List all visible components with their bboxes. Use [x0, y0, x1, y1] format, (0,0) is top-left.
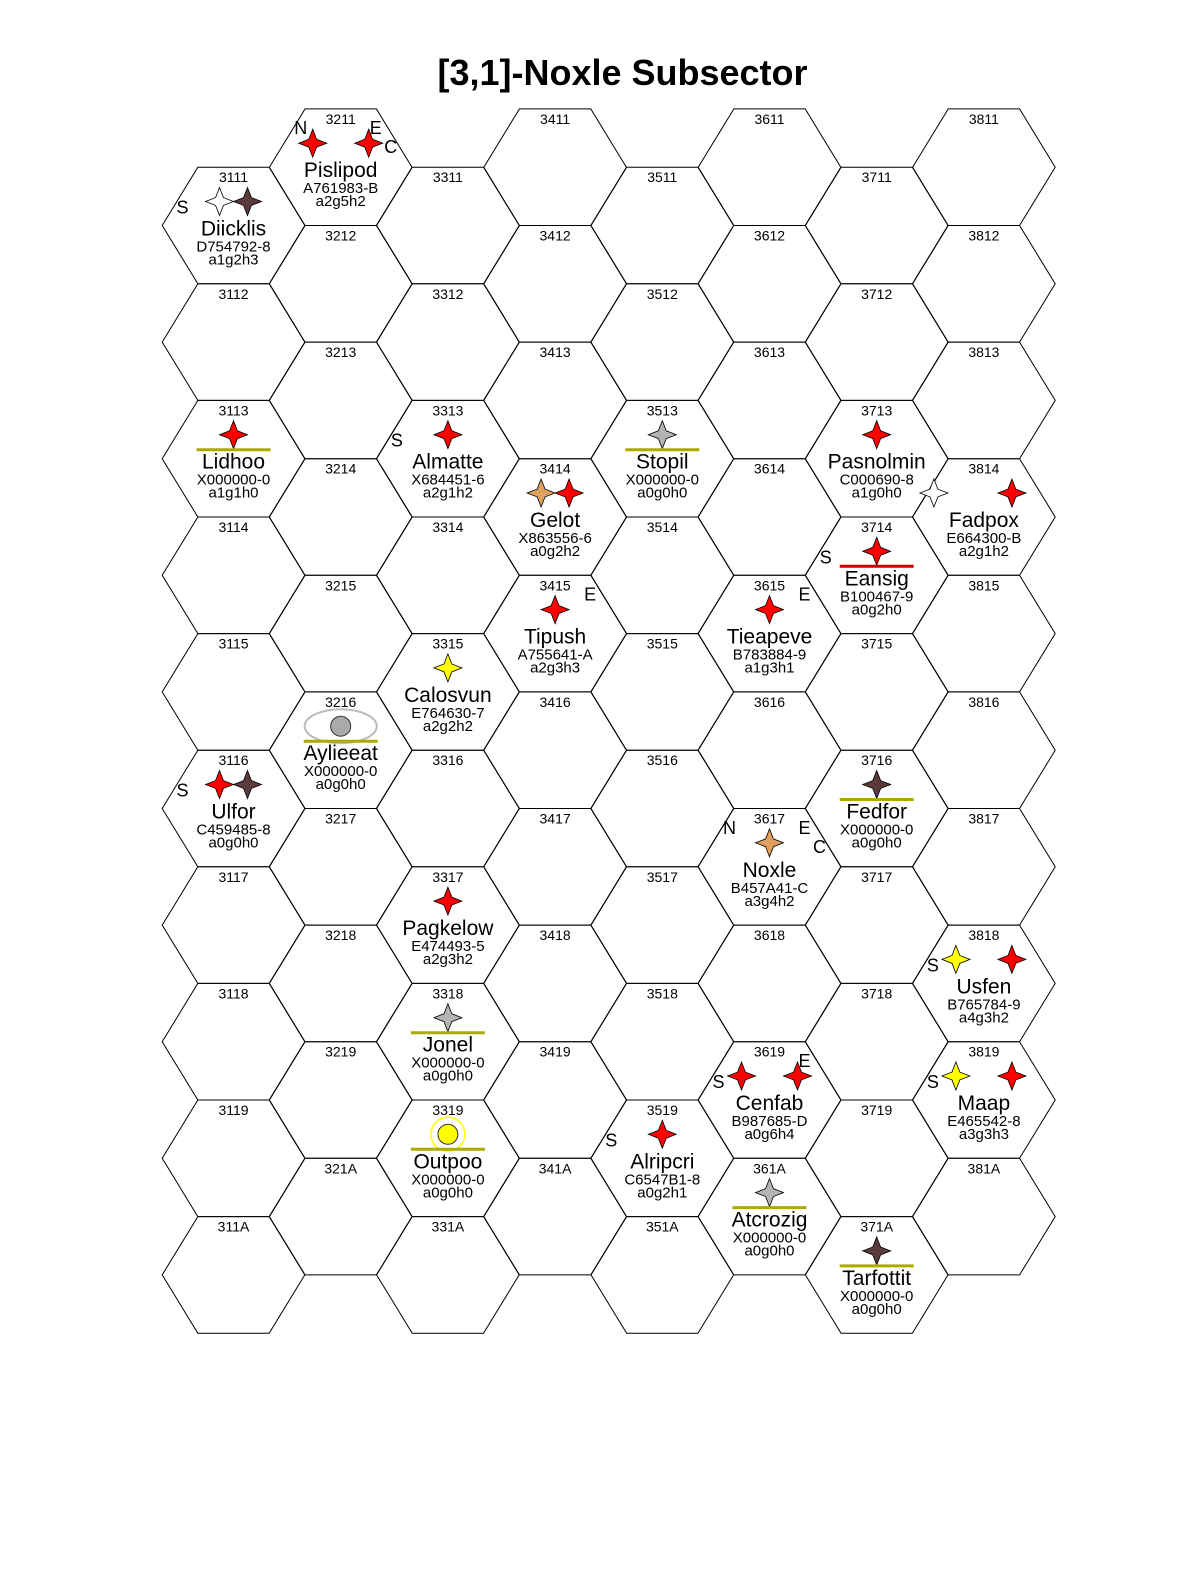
hex-number: 3119 [218, 1102, 249, 1118]
world-uwp: X684451-6 [411, 471, 485, 489]
hex-number: 3516 [646, 752, 678, 769]
flag-c: C [813, 836, 826, 857]
world-uwp: X863556-6 [518, 530, 592, 547]
world-name: Fadpox [948, 509, 1019, 532]
hex-number: 3612 [753, 227, 786, 244]
hex-number: 3617 [753, 810, 786, 827]
flag-c: C [384, 137, 398, 158]
world-pislipod[interactable] [294, 118, 397, 210]
world-tieapeve[interactable] [727, 585, 813, 677]
hex-number: 3517 [646, 868, 678, 885]
world-uwp: X000000-0 [839, 821, 914, 839]
star-icon [728, 1062, 756, 1090]
star-icon [220, 421, 248, 449]
world-ext: a1g2h3 [208, 251, 259, 269]
world-uwp: C000690-8 [839, 471, 914, 489]
flag-e: E [584, 584, 597, 605]
star-icon [998, 1062, 1026, 1090]
hex-number: 3815 [968, 577, 1000, 594]
star-icon [863, 421, 891, 449]
world-eansig[interactable] [820, 537, 914, 618]
world-uwp: X000000-0 [411, 1171, 485, 1189]
hex-number: 3418 [539, 927, 571, 944]
star-icon [434, 421, 462, 449]
world-name: Eansig [844, 567, 909, 591]
hex-number: 3213 [325, 344, 357, 361]
world-name: Jonel [422, 1033, 474, 1057]
world-uwp: X000000-0 [625, 471, 700, 489]
world-diicklis[interactable] [176, 188, 270, 269]
star-icon [756, 596, 784, 624]
hex-number: 3718 [861, 985, 893, 1002]
star-icon [863, 537, 891, 565]
world-name: Tipush [523, 625, 587, 649]
hex-number: 3513 [646, 402, 678, 419]
flag-e: E [798, 817, 811, 838]
star-icon [942, 1062, 970, 1090]
flag-n: N [723, 817, 736, 838]
world-gelot[interactable] [518, 479, 591, 560]
world-uwp: B765784-9 [947, 996, 1021, 1014]
flag-s: S [605, 1130, 618, 1151]
star-icon [648, 421, 676, 449]
hex-number: 3414 [539, 460, 571, 477]
hex-number: 3519 [646, 1102, 678, 1118]
star-icon [234, 771, 262, 799]
hex-number: 3611 [754, 110, 785, 127]
world-jonel[interactable] [411, 1004, 485, 1085]
flag-e: E [798, 1051, 811, 1071]
world-atcrozig[interactable] [732, 1179, 808, 1260]
hex-number: 3316 [432, 752, 464, 769]
hex-number: 3214 [325, 460, 357, 477]
hex-number: 3312 [432, 285, 464, 302]
hex-number: 3412 [539, 227, 571, 244]
hex-number: 3619 [753, 1043, 786, 1060]
star-icon [863, 771, 891, 799]
world-ext: a2g1h2 [422, 484, 473, 502]
planet-icon [331, 716, 351, 736]
world-uwp: B987685-D [731, 1113, 808, 1130]
sun-icon [438, 1124, 458, 1144]
world-lidhoo[interactable] [197, 421, 271, 502]
world-noxle[interactable] [723, 818, 826, 910]
world-uwp: E474493-5 [411, 938, 485, 956]
hex-number: 3315 [432, 635, 464, 652]
hex-number: 3713 [861, 402, 893, 419]
star-icon [527, 479, 555, 507]
world-ext: a4g3h2 [958, 1009, 1009, 1027]
world-ext: a2g3h2 [422, 951, 473, 969]
flag-s: S [176, 197, 189, 218]
hex-number: 3613 [753, 344, 786, 361]
world-uwp: C459485-8 [196, 821, 271, 839]
hex-number: 3814 [968, 460, 1000, 477]
world-uwp: B457A41-C [730, 879, 809, 897]
world-cenfab[interactable] [712, 1051, 811, 1143]
star-icon [206, 188, 234, 216]
hex-number: 3113 [218, 402, 249, 419]
hex-number: 3311 [432, 169, 463, 186]
world-uwp: X000000-0 [411, 1054, 485, 1072]
hex-number: 3115 [218, 635, 249, 652]
star-icon [206, 771, 234, 799]
world-alripcri[interactable] [605, 1120, 700, 1201]
flag-e: E [369, 118, 382, 139]
star-icon [434, 654, 462, 682]
world-uwp: A761983-B [303, 180, 379, 198]
hex-number: 3215 [325, 577, 357, 594]
world-uwp: X000000-0 [303, 763, 378, 781]
world-outpoo[interactable] [411, 1117, 485, 1201]
world-name: Alripcri [630, 1150, 695, 1174]
world-pasnolmin[interactable] [828, 421, 926, 502]
world-ext: a0g0h0 [422, 1184, 473, 1202]
hex-number: 3819 [968, 1043, 1000, 1060]
star-icon [756, 829, 784, 857]
hex-number: 3413 [539, 344, 571, 361]
hex-number: 3511 [647, 169, 678, 186]
hex-number: 3514 [646, 519, 678, 535]
world-name: Fedfor [846, 800, 908, 824]
hex-number: 3314 [432, 519, 464, 535]
hex-number: 3112 [218, 285, 249, 302]
hex-number: 311A [217, 1218, 250, 1235]
hex-number: 3818 [968, 927, 1000, 944]
flag-s: S [926, 955, 939, 976]
hex-number: 3218 [325, 927, 357, 944]
world-name: Maap [957, 1092, 1011, 1115]
hex-number: 351A [645, 1218, 679, 1235]
world-ext: a3g3h3 [958, 1126, 1009, 1143]
world-ext: a0g2h1 [637, 1184, 688, 1202]
world-name: Tieapeve [726, 625, 813, 649]
world-ext: a0g0h0 [851, 834, 902, 852]
world-layer [176, 118, 1025, 1318]
hex-number: 3417 [539, 810, 571, 827]
star-icon [555, 479, 583, 507]
hex-number: 3614 [753, 460, 786, 477]
hex-number: 3616 [753, 693, 786, 710]
world-uwp: B100467-9 [839, 588, 914, 606]
star-icon [998, 479, 1026, 507]
hex-number: 3811 [968, 110, 999, 127]
world-name: Atcrozig [731, 1208, 808, 1232]
world-name: Usfen [956, 975, 1012, 999]
world-usfen[interactable] [927, 945, 1026, 1026]
world-uwp: E764630-7 [411, 704, 485, 722]
world-ext: a0g0h0 [637, 484, 688, 502]
world-ext: a2g2h2 [422, 717, 473, 735]
hex-number: 3114 [218, 519, 249, 535]
world-pagkelow[interactable] [402, 887, 494, 968]
page-title: [3,1]-Noxle Subsector [437, 52, 808, 93]
world-name: Pagkelow [402, 917, 494, 941]
star-icon [920, 479, 948, 507]
world-ext: a2g1h2 [958, 543, 1009, 560]
world-name: Lidhoo [201, 450, 266, 474]
world-name: Calosvun [404, 683, 492, 707]
world-ext: a3g4h2 [744, 892, 795, 910]
world-name: Cenfab [735, 1092, 804, 1115]
world-name: Aylieeat [303, 742, 378, 766]
hex-number: 3813 [968, 344, 1000, 361]
hex-number: 3216 [325, 693, 357, 710]
flag-s: S [819, 547, 832, 568]
hex-number: 3816 [968, 693, 1000, 710]
world-name: Diicklis [200, 217, 267, 241]
world-name: Noxle [742, 858, 797, 882]
world-stopil[interactable] [625, 421, 699, 502]
hex-number: 3212 [325, 227, 357, 244]
world-uwp: X000000-0 [196, 471, 271, 489]
hex-number: 3719 [861, 1102, 893, 1118]
flag-e: E [798, 584, 811, 605]
hex-number: 3716 [861, 752, 893, 769]
hex-number: 3618 [753, 927, 786, 944]
hex-number: 3116 [218, 752, 249, 769]
flag-s: S [176, 780, 189, 801]
world-name: Gelot [529, 509, 581, 532]
world-fedfor[interactable] [840, 771, 914, 852]
hex-number: 3711 [861, 169, 892, 186]
hex-number: 3318 [432, 985, 464, 1002]
world-calosvun[interactable] [404, 654, 492, 735]
world-name: Pislipod [303, 159, 378, 183]
hex-number: 3117 [218, 868, 249, 885]
hex-number: 3313 [432, 402, 464, 419]
world-ulfor[interactable] [176, 771, 270, 852]
star-icon [998, 945, 1026, 973]
world-ext: a0g6h4 [744, 1126, 795, 1143]
world-uwp: C6547B1-8 [624, 1171, 701, 1189]
hex-number: 3717 [861, 868, 893, 885]
world-name: Tarfottit [842, 1266, 912, 1290]
world-tipush[interactable] [518, 585, 597, 677]
hex-number: 381A [967, 1160, 1001, 1177]
star-icon [234, 188, 262, 216]
star-icon [434, 1004, 462, 1032]
hex-number: 3411 [540, 110, 571, 127]
world-ext: a0g0h0 [422, 1067, 473, 1085]
hex-number: 3817 [968, 810, 1000, 827]
star-icon [434, 887, 462, 915]
hex-number: 3415 [539, 577, 571, 594]
hex-number: 371A [860, 1218, 894, 1235]
world-ext: a0g0h0 [315, 776, 366, 794]
hex-number: 3111 [218, 169, 249, 186]
world-ext: a1g1h0 [208, 484, 259, 502]
world-ext: a2g3h3 [530, 659, 581, 677]
hex-number: 3615 [753, 577, 786, 594]
star-icon [541, 596, 569, 624]
hex-number: 3715 [861, 635, 893, 652]
flag-s: S [390, 430, 403, 451]
hex-number: 3419 [539, 1043, 571, 1060]
flag-s: S [926, 1072, 939, 1092]
world-aylieeat[interactable] [304, 709, 378, 793]
world-uwp: B783884-9 [732, 646, 807, 664]
world-tarfottit[interactable] [840, 1237, 914, 1318]
world-uwp: X000000-0 [839, 1287, 914, 1305]
world-ext: a2g5h2 [315, 193, 366, 211]
world-name: Almatte [412, 450, 484, 474]
hex-number: 3518 [646, 985, 678, 1002]
world-name: Outpoo [413, 1150, 483, 1174]
world-almatte[interactable] [391, 421, 485, 502]
world-ext: a0g0h0 [208, 834, 259, 852]
world-ext: a0g2h2 [530, 543, 581, 560]
star-icon [756, 1179, 784, 1207]
world-ext: a0g2h0 [851, 601, 902, 619]
hex-number: 3211 [325, 110, 356, 127]
world-uwp: D754792-8 [196, 238, 271, 256]
hex-number: 3217 [325, 810, 357, 827]
world-fadpox[interactable] [920, 479, 1026, 560]
star-icon [648, 1120, 676, 1148]
world-maap[interactable] [927, 1062, 1026, 1143]
world-ext: a0g0h0 [851, 1300, 902, 1318]
world-name: Pasnolmin [827, 450, 926, 474]
star-icon [942, 945, 970, 973]
world-ext: a1g3h1 [744, 659, 795, 677]
hex-number: 3812 [968, 227, 1000, 244]
world-uwp: E664300-B [946, 530, 1022, 547]
hex-number: 361A [753, 1160, 786, 1177]
flag-s: S [712, 1072, 725, 1092]
hex-number: 3712 [861, 285, 893, 302]
world-uwp: E465542-8 [947, 1113, 1021, 1130]
hex-number: 3416 [539, 693, 571, 710]
world-name: Stopil [636, 450, 689, 474]
flag-n: N [294, 118, 308, 139]
hex-number: 331A [431, 1218, 465, 1235]
hex-number: 3317 [432, 868, 464, 885]
world-ext: a0g0h0 [744, 1242, 795, 1260]
world-uwp: X000000-0 [732, 1229, 807, 1247]
hex-number: 321A [324, 1160, 358, 1177]
hex-number: 3512 [646, 285, 678, 302]
world-name: Ulfor [211, 800, 256, 824]
hex-number: 3118 [218, 985, 249, 1002]
world-uwp: A755641-A [517, 646, 593, 664]
hex-number: 3319 [432, 1102, 464, 1118]
hex-number: 341A [538, 1160, 572, 1177]
hex-number: 3515 [646, 635, 678, 652]
star-icon [863, 1237, 891, 1265]
world-ext: a1g0h0 [851, 484, 902, 502]
hex-number: 3219 [325, 1043, 357, 1060]
hex-number: 3714 [861, 519, 893, 535]
